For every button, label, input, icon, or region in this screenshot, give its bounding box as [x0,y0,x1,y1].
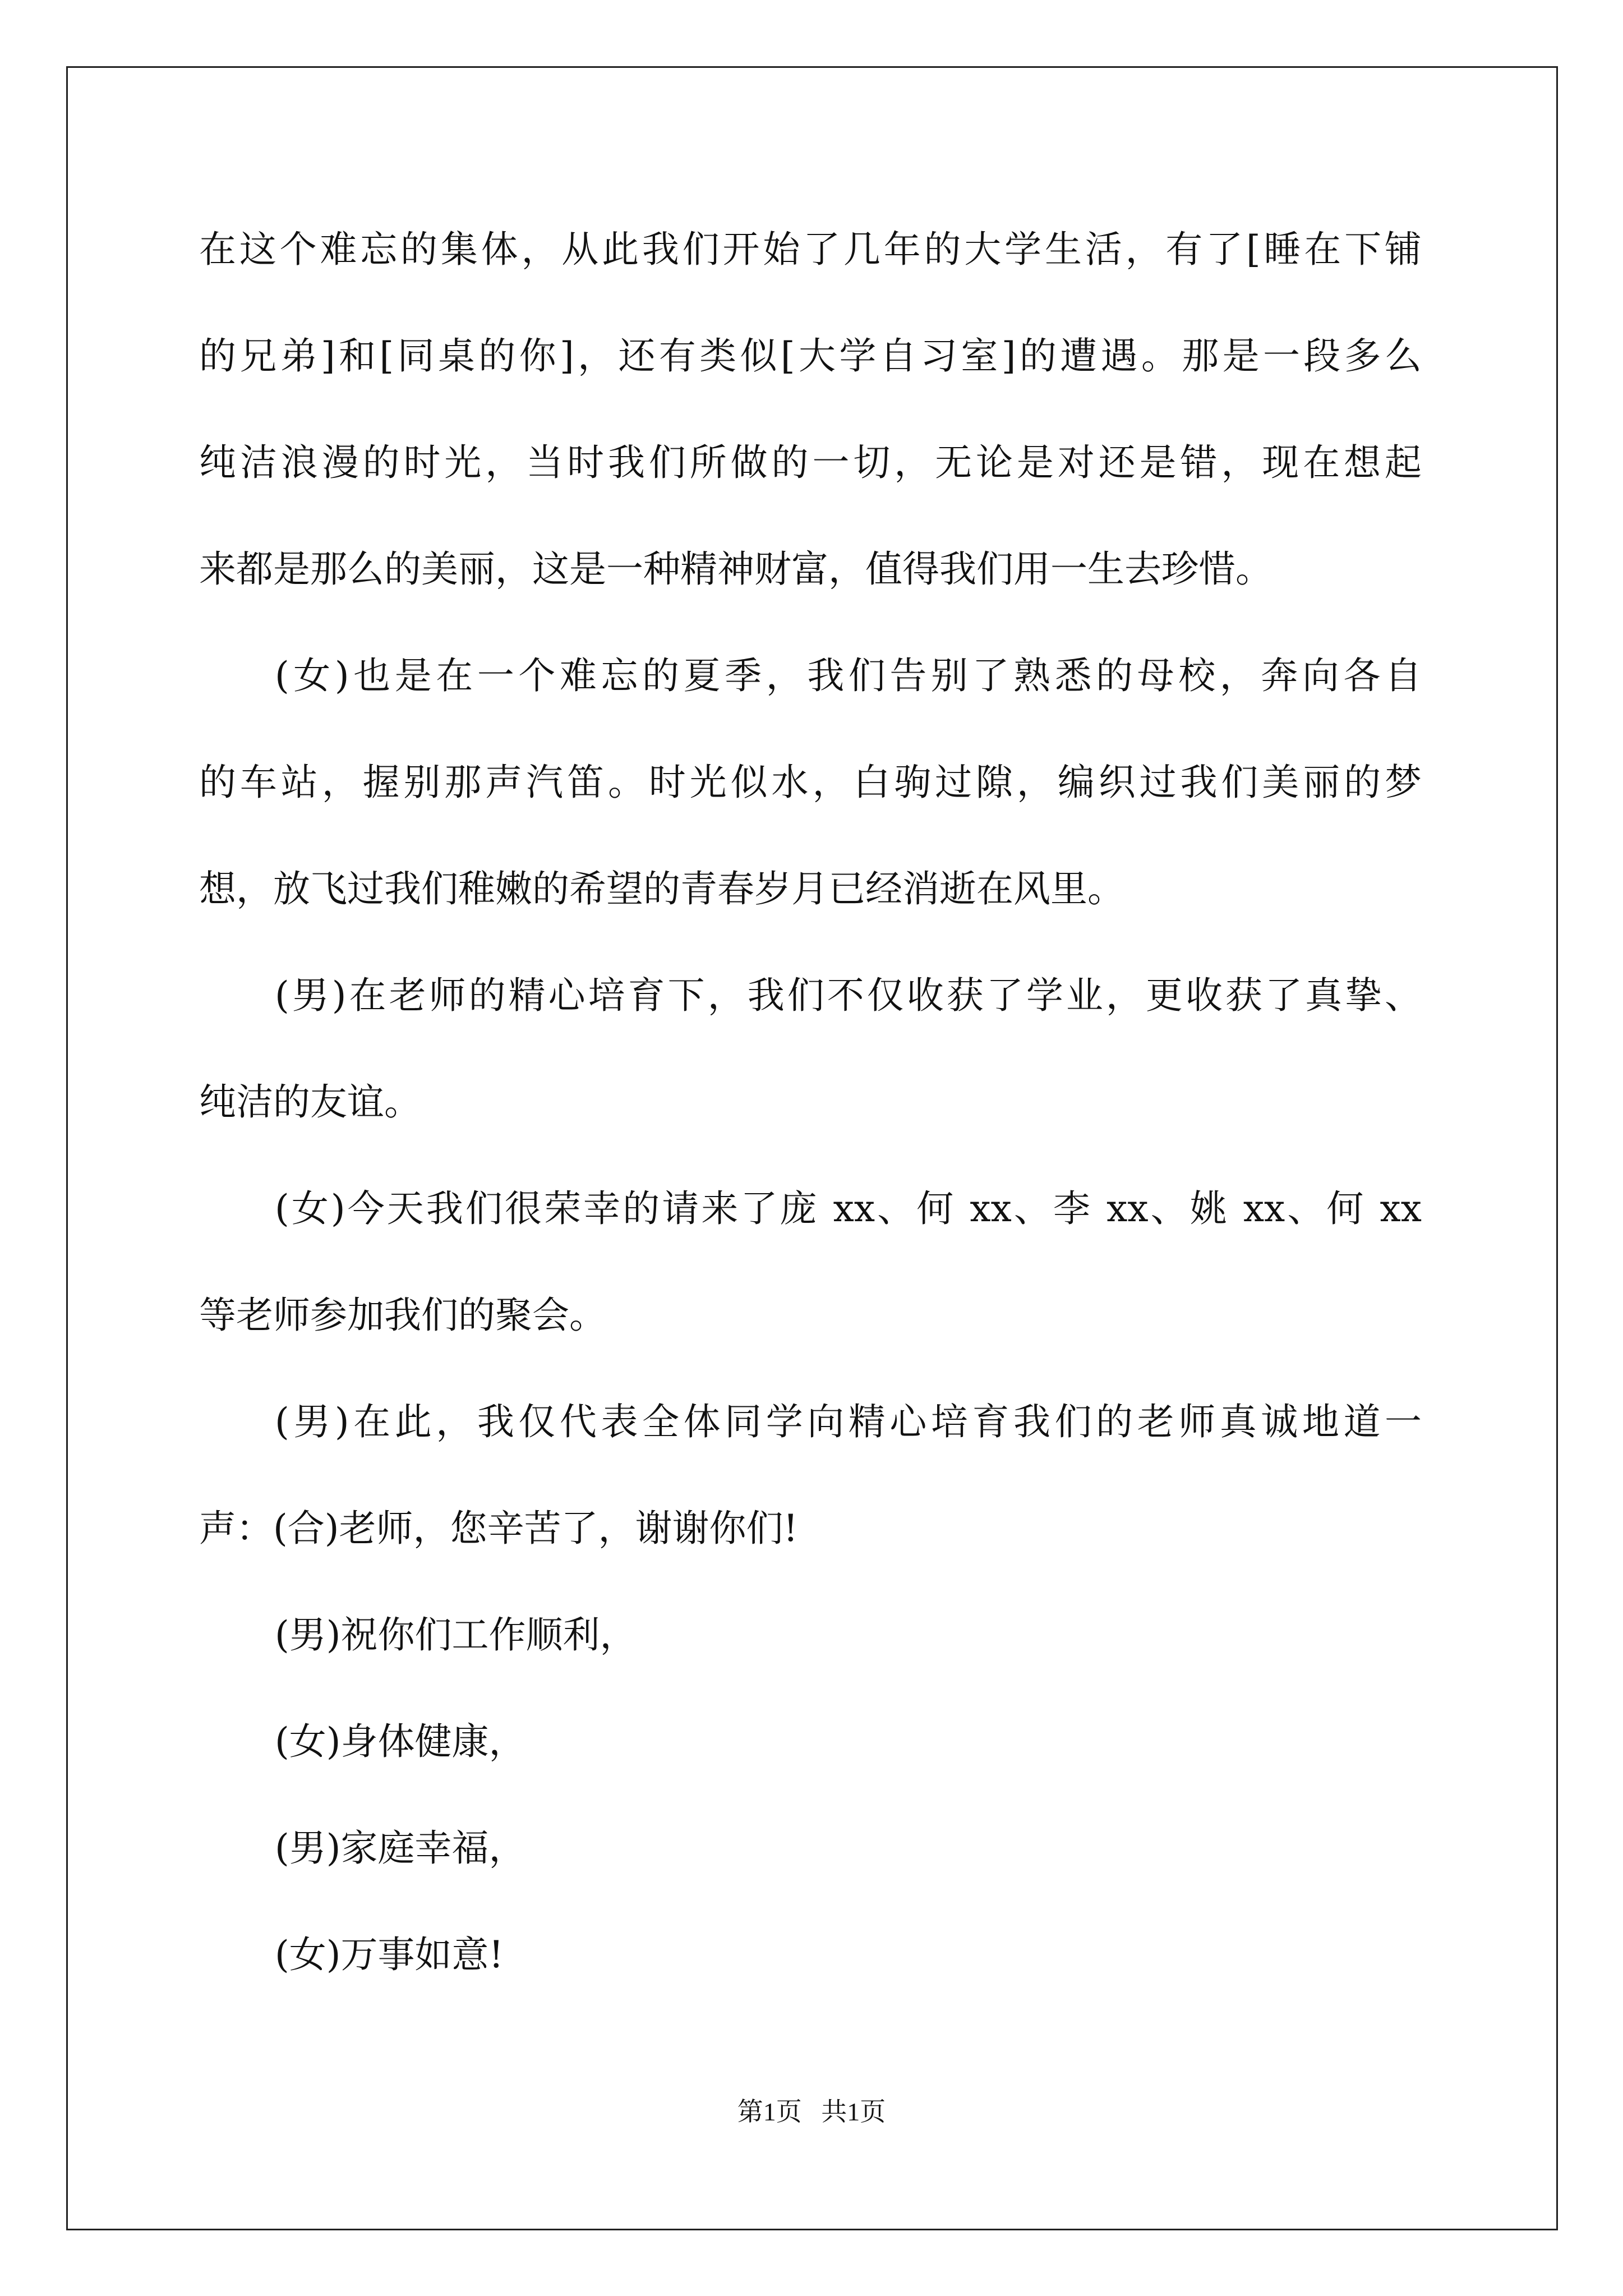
text-line: (男)在老师的精心培育下，我们不仅收获了学业，更收获了真挚、 [275,974,1422,1017]
text-line: (男)祝你们工作顺利， [275,1613,637,1657]
text-line: 的兄弟]和[同桌的你]，还有类似[大学自习室]的遭遇。那是一段多么 [199,334,1422,378]
text-line: (女)万事如意! [275,1933,504,1976]
page-number-label: 第1页 共1页 [737,2097,886,2126]
text-line: (女)今天我们很荣幸的请来了庞 xx、何 xx、李 xx、姚 xx、何 xx [275,1187,1422,1230]
text-line: 纯洁的友谊。 [199,1080,421,1124]
page-footer [0,2091,1623,2128]
text-line: 在这个难忘的集体，从此我们开始了几年的大学生活，有了[睡在下铺 [199,228,1422,271]
text-line: (女)身体健康， [275,1720,526,1763]
document-body [199,210,1422,2022]
text-line: 纯洁浪漫的时光，当时我们所做的一切，无论是对还是错，现在想起 [199,441,1422,484]
text-line: 来都是那么的美丽，这是一种精神财富，值得我们用一生去珍惜。 [199,547,1272,591]
text-line: 等老师参加我们的聚会。 [199,1294,606,1337]
text-line: 的车站，握别那声汽笛。时光似水，白驹过隙，编织过我们美丽的梦 [199,761,1422,804]
text-line: (女)也是在一个难忘的夏季，我们告别了熟悉的母校，奔向各自 [275,654,1422,697]
text-line: 想，放飞过我们稚嫩的希望的青春岁月已经消逝在风里。 [199,867,1124,910]
text-line: (男)在此，我仅代表全体同学向精心培育我们的老师真诚地道一 [275,1400,1422,1443]
text-line: (男)家庭幸福， [275,1826,526,1870]
text-line: 声：(合)老师，您辛苦了，谢谢你们! [199,1507,799,1550]
